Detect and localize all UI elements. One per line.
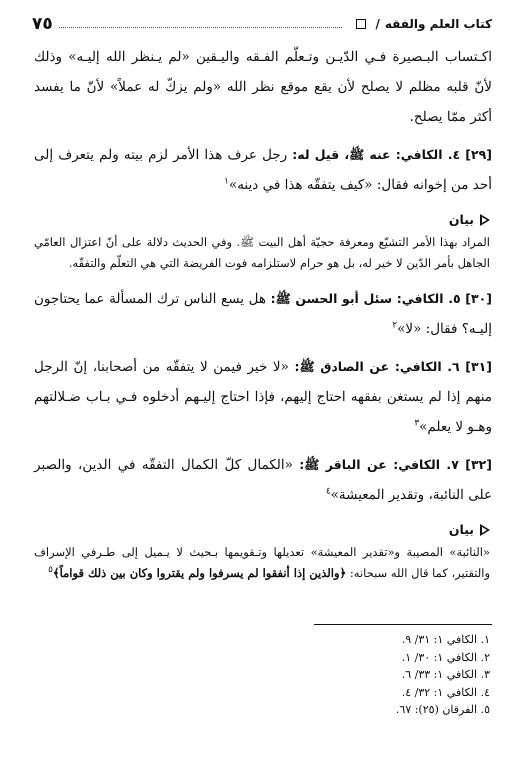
footnote-item: ٥. الفرقان (٢٥): ٦٧.	[395, 703, 490, 716]
hadith-32	[34, 450, 492, 510]
footnote-ref: ٤	[325, 486, 331, 497]
footnote-ref: ٢	[392, 320, 398, 331]
hadith-heading: [٣٢] ٧. الكافي: عن الباقر ﷺ:	[299, 457, 492, 472]
hadith-text: «الكمال كلّ الكمال التفقّه في الدين، والصبر على النائبة، وتقدير المعيشة»	[34, 457, 492, 503]
quran-quote: ﴿والذين إذا أنفقوا لم يسرفوا ولم يقتروا وكان بين ذلك قواماً﴾	[52, 566, 347, 580]
bayan-label: بيان	[448, 212, 474, 227]
bayan-box-1	[34, 208, 492, 274]
main-text	[34, 42, 492, 594]
footnote-ref: ٥	[48, 565, 53, 576]
footnote-ref: ٣	[414, 418, 420, 429]
hadith-heading: [٢٩] ٤. الكافي: عنه ﷺ، قيل له:	[292, 147, 492, 162]
hadith-31	[34, 352, 492, 442]
footnote-item: ٢. الكافي ١: ٣٠/ ١.	[401, 650, 490, 664]
bayan-label: بيان	[448, 522, 474, 537]
footnote-item: ٣. الكافي ١: ٣٣/ ٦.	[401, 668, 490, 681]
footnote-item: ١. الكافي ١: ٣١/ ٩.	[401, 633, 490, 646]
bayan-heading	[34, 208, 490, 232]
hadith-text: «لا خير فيمن لا يتفقّه من أصحابنا، إنّ الرجل منهم إذا لم يستغن بفقهه احتاج إليهم، فإذا احتاج إليـهم أدخلوه فـي بـاب ضـلالتهم وهـو لا يعلم»	[34, 359, 492, 435]
chapter-title: كتاب العلم والفقه	[384, 17, 492, 31]
hadith-text: هل يسع الناس ترك المسألة عما يحتاجون إليـه؟ فقال: «لا»	[34, 291, 492, 337]
square-ornament-icon	[356, 19, 366, 29]
hadith-heading: [٣٠] ٥. الكافي: سئل أبو الحسن ﷺ:	[270, 291, 492, 306]
page-number: ٧٥	[32, 14, 53, 34]
footnotes	[190, 631, 490, 719]
running-header	[32, 14, 492, 34]
triangle-marker-icon	[480, 214, 490, 226]
footnote-divider	[314, 624, 492, 625]
bayan-text	[34, 542, 490, 584]
footnote-item: ٤. الكافي ١: ٣٢/ ٤.	[401, 685, 490, 699]
header-separator: /	[375, 17, 380, 31]
hadith-heading: [٣١] ٦. الكافي: عن الصادق ﷺ:	[294, 359, 492, 374]
bayan-explanation: «النائبة» المصيبة و«تقدير المعيشة» تعديلها وتـقويمها بـحيث لا يـميل إلى طـرفي الإسراف والتقتير، كما قال الله سبحانه:	[34, 545, 490, 580]
hadith-text: رجل عرف هذا الأمر لزم بيته ولم يتعرف إلى أحد من إخوانه فقال: «كيف يتفقّه هذا في دينه»	[34, 147, 492, 193]
dotted-leader	[59, 27, 343, 28]
bayan-text: المراد بهذا الأمر التشيّع ومعرفة حجيّة أهل البيت ﷺ. وفي الحديث دلالة على أنّ اعتزال العامّي الجاهل بأمر الدّين لا خير له، بل هو حرام لاستلزامه فوت الفريضة التي هي التعلّم والتفقّه.	[34, 235, 490, 270]
hadith-29	[34, 140, 492, 200]
footnote-ref: ١	[224, 176, 229, 187]
triangle-marker-icon	[480, 524, 490, 536]
intro-paragraph: اكـتساب البـصيرة فـي الدّيـن وتـعلّم الفـقه واليـقين «لم يـنظر الله إليـه» وذلك لأنّ قلبه مظلم لا يصلح لأن يقع موقع نظر الله «ولم يزكّ له عملاً» لأنّ ما يفسد أكثر ممّا يصلح.	[34, 49, 492, 125]
bayan-heading	[34, 518, 490, 542]
bayan-box-2	[34, 518, 492, 584]
hadith-30	[34, 284, 492, 344]
